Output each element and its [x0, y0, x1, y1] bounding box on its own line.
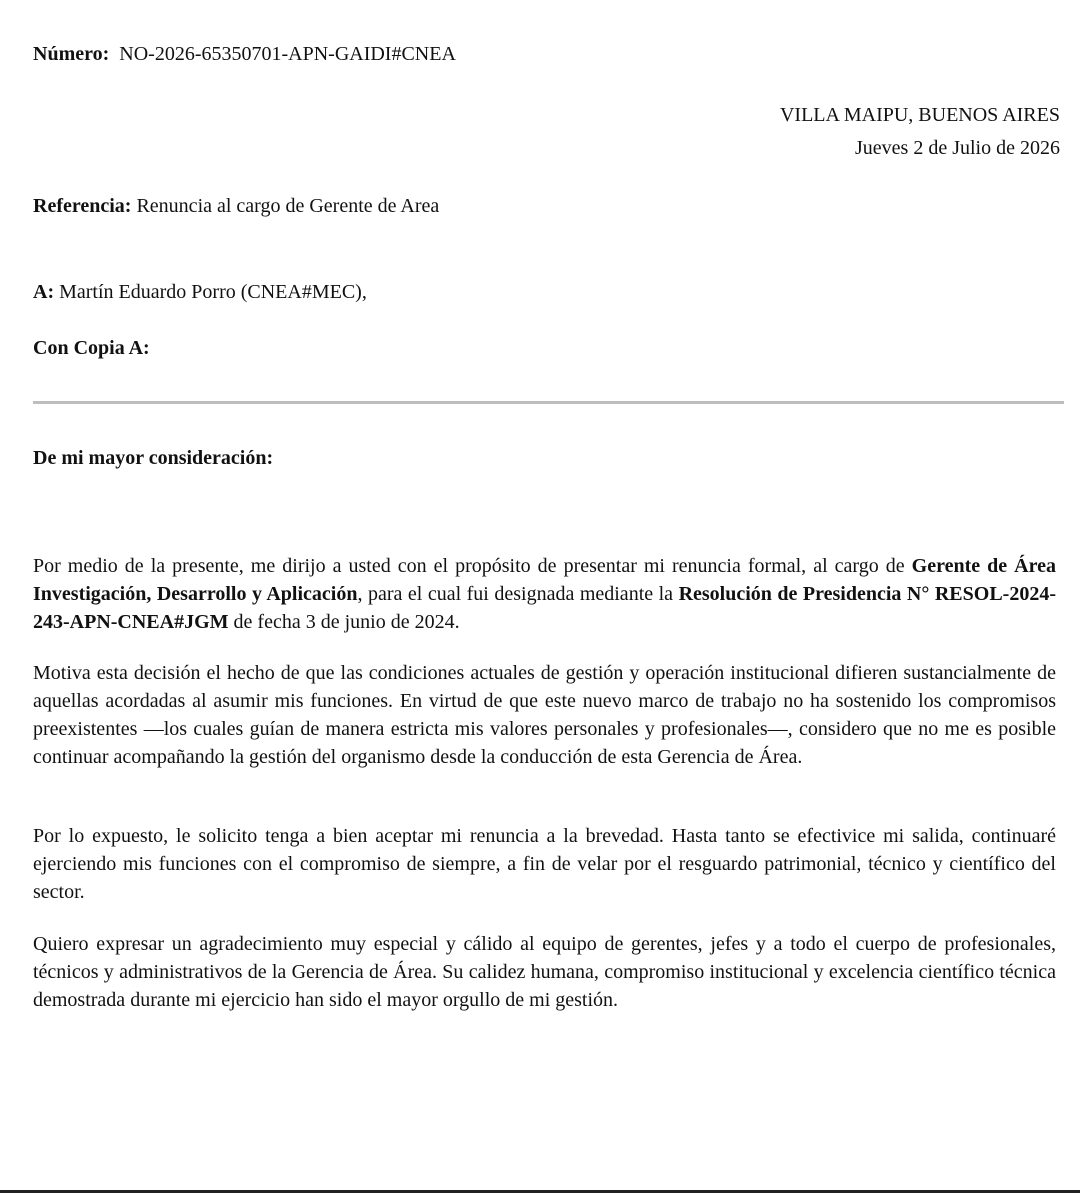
header-divider [33, 401, 1064, 404]
number-value: NO-2026-65350701-APN-GAIDI#CNEA [119, 43, 456, 65]
paragraph-3: Por lo expuesto, le solicito tenga a bien aceptar mi renuncia a la brevedad. Hasta tanto se efectivice mi salida, continuaré ejerciendo mis funciones con el compromiso de siempre, a fin de velar por el resguardo patrimonial, técnico y científico del sector. [33, 825, 1056, 903]
document-number [33, 40, 456, 68]
reference-label: Referencia: [33, 195, 132, 217]
paragraph-1-text-c: , para el cual fui designada mediante la [357, 583, 679, 605]
paragraph-1 [33, 552, 1056, 636]
location-line: VILLA MAIPU, BUENOS AIRES [779, 104, 1060, 126]
paragraph-1-text-e: de fecha 3 de junio de 2024. [228, 611, 460, 633]
reference-value: Renuncia al cargo de Gerente de Area [136, 195, 440, 217]
reference-line [33, 192, 439, 220]
paragraph-1-position: Gerente de Área Investigación, Desarrollo y Aplicación [33, 555, 1057, 605]
paragraph-4: Quiero expresar un agradecimiento muy especial y cálido al equipo de gerentes, jefes y a todo el cuerpo de profesionales, técnicos y administrativos de la Gerencia de Área. Su calidez humana, compromiso institucional y excelencia científico técnica demostrada durante mi ejercicio han sido el mayor orgullo de mi gestión. [33, 933, 1056, 1011]
salutation-text: De mi mayor consideración: [33, 447, 274, 469]
cc-label: Con Copia A: [33, 337, 150, 359]
date-line: Jueves 2 de Julio de 2026 [855, 137, 1060, 159]
recipient-label: A: [33, 281, 55, 303]
salutation [33, 444, 273, 472]
number-label: Número: [33, 43, 110, 65]
recipient-value: Martín Eduardo Porro (CNEA#MEC), [59, 281, 367, 303]
paragraph-1-text-a: Por medio de la presente, me dirijo a usted con el propósito de presentar mi renuncia formal, al cargo de [33, 555, 912, 577]
paragraph-2: Motiva esta decisión el hecho de que las condiciones actuales de gestión y operación institucional difieren sustancialmente de aquellas acordadas al asumir mis funciones. En virtud de que este nuevo marco de trabajo no ha sostenido los compromisos preexistentes —los cuales guían de manera estricta mis valores personales y profesionales—, considero que no me es posible continuar acompañando la gestión del organismo desde la conducción de esta Gerencia de Área. [33, 662, 1056, 768]
cc-line [33, 334, 150, 362]
recipient-line [33, 278, 367, 306]
paragraph-1-resolution: Resolución de Presidencia N° RESOL-2024-243-APN-CNEA#JGM [33, 583, 1056, 633]
